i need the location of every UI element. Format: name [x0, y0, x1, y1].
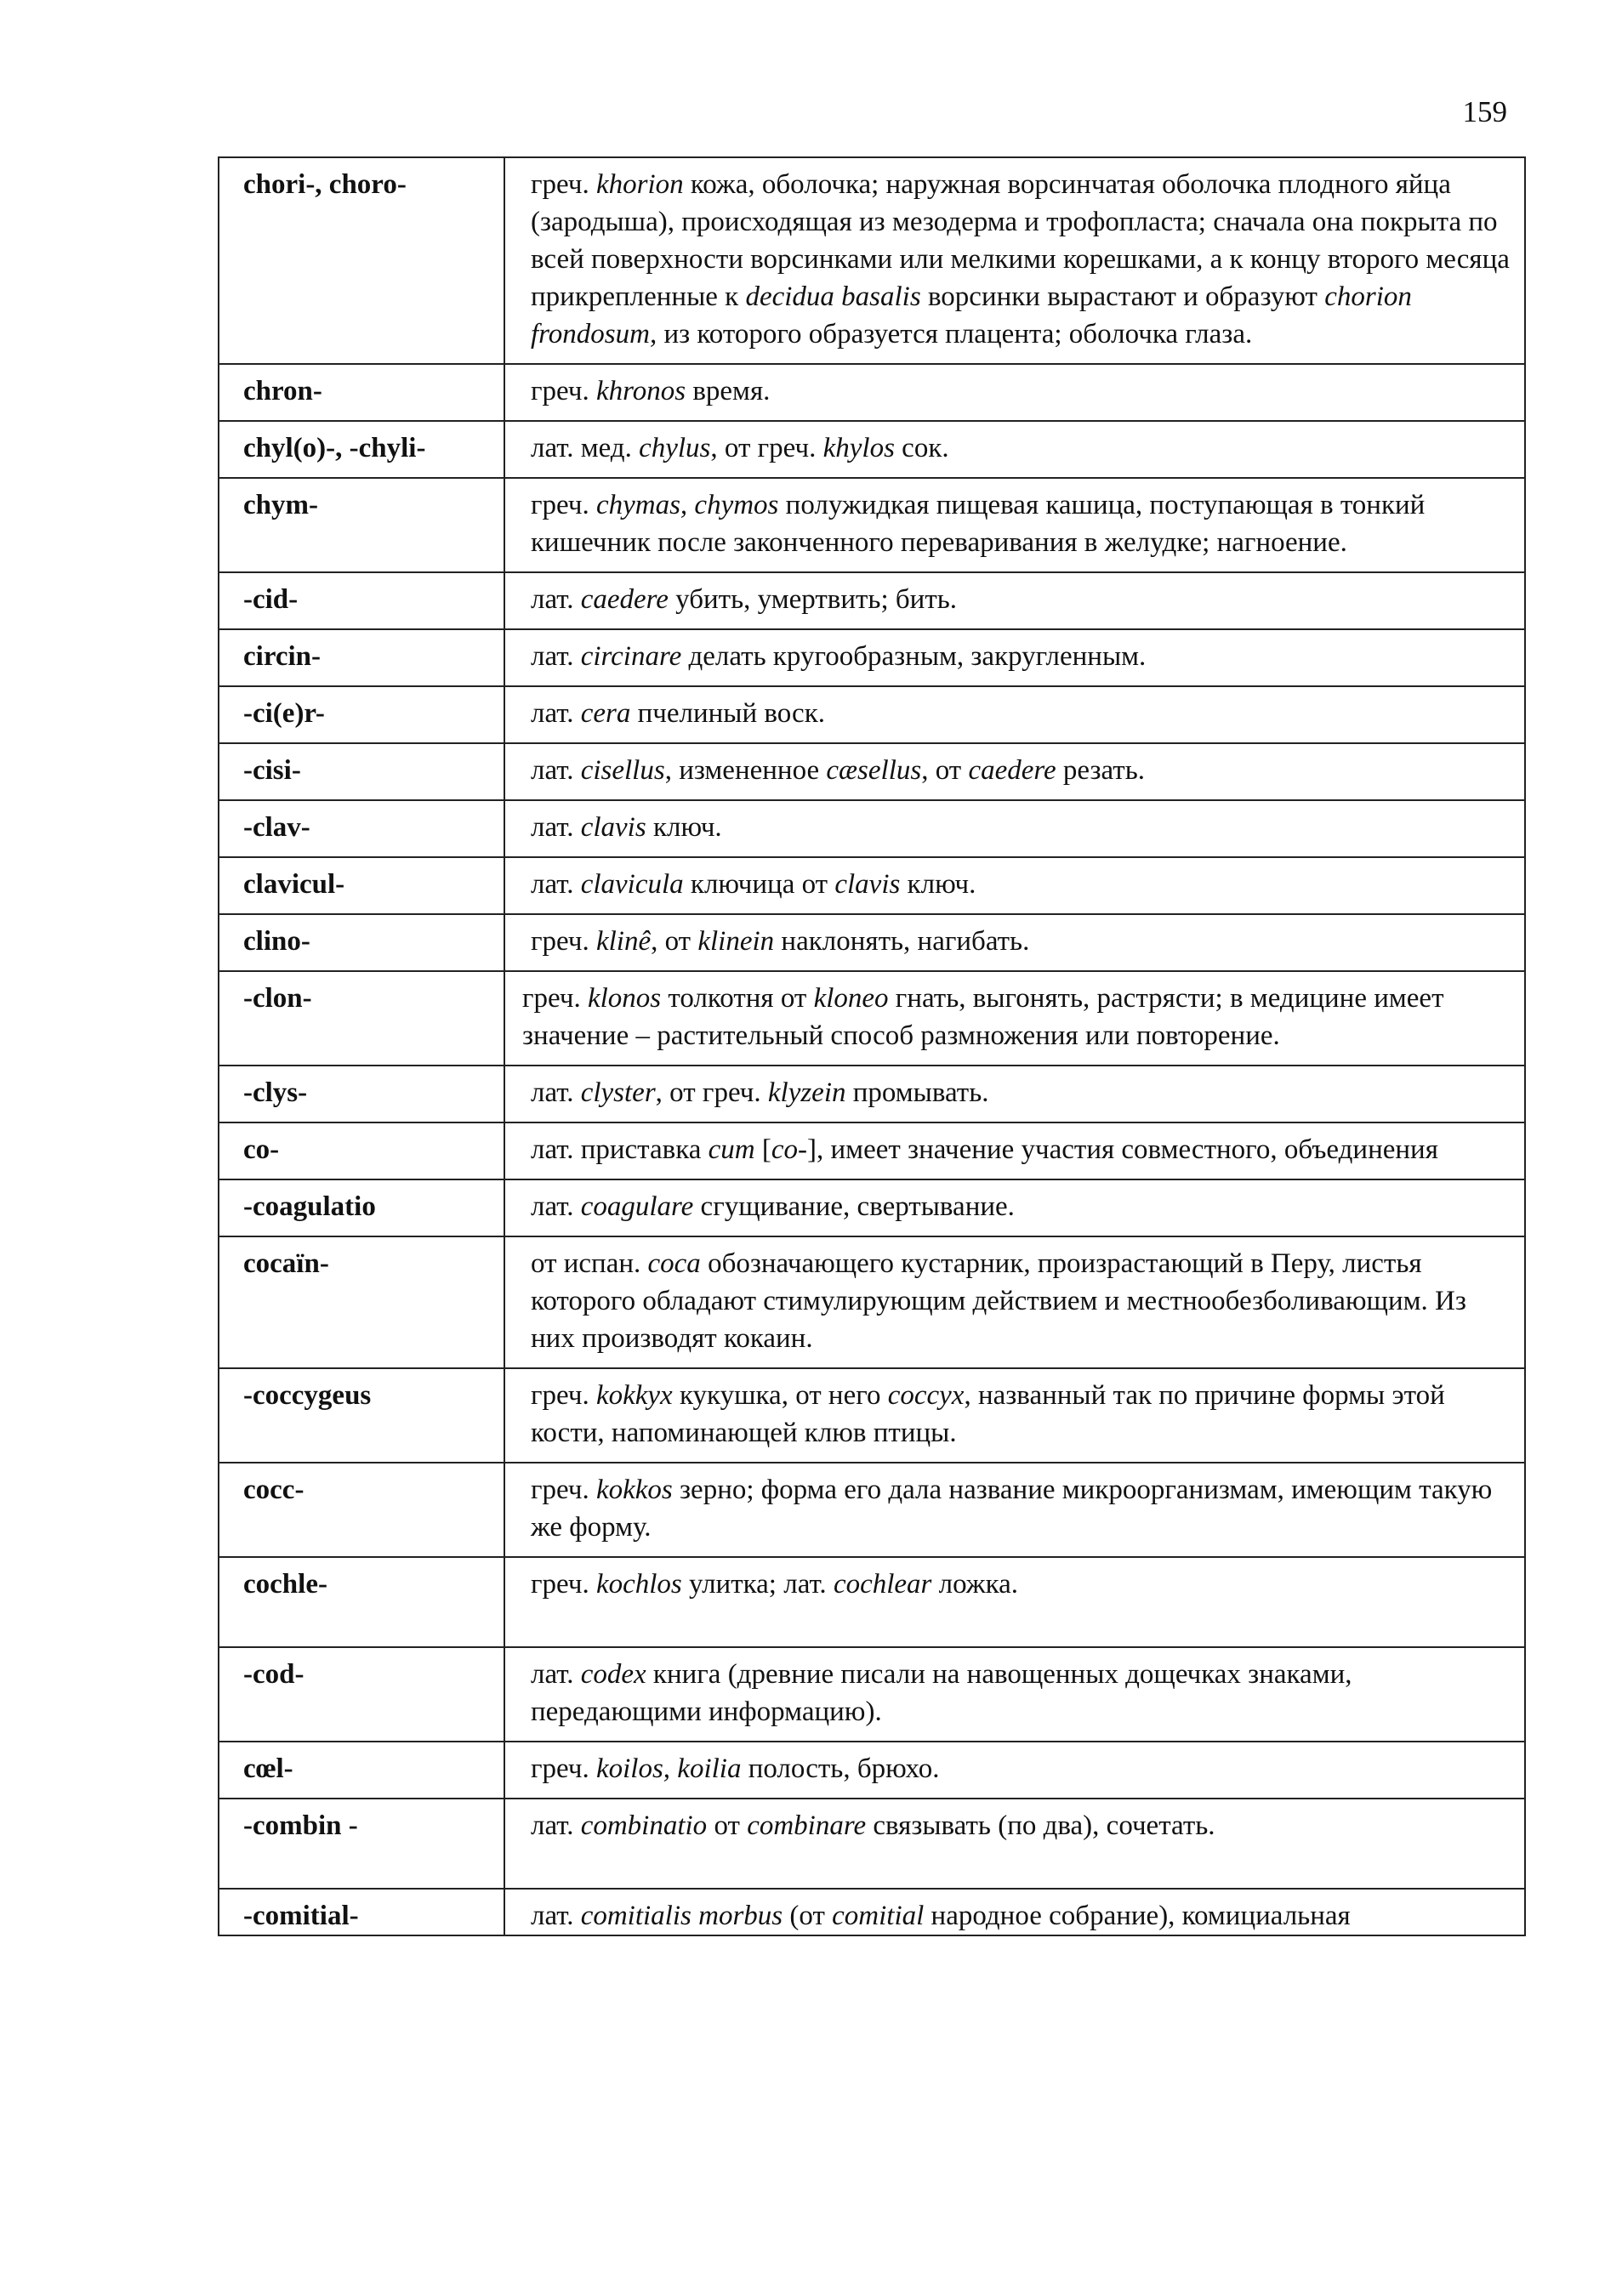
- entry-definition: [504, 157, 1525, 364]
- definition-text: время.: [686, 376, 771, 406]
- dictionary-row: [219, 1179, 1525, 1236]
- definition-text: сок.: [894, 433, 949, 463]
- entry-definition: [504, 421, 1525, 478]
- definition-text: ключ.: [900, 869, 976, 900]
- entry-definition: [504, 743, 1525, 800]
- definition-text: книга (древние писали на навощенных дощечках знаками, передающими информацию).: [531, 1659, 1352, 1727]
- entry-definition: [504, 1236, 1525, 1368]
- entry-definition: [504, 364, 1525, 421]
- definition-text: лат.: [531, 812, 581, 843]
- definition-italic-term: clavis: [834, 869, 901, 900]
- definition-italic-term: kokkyx: [595, 1380, 673, 1411]
- definition-text: кукушка, от него: [672, 1380, 888, 1411]
- definition-italic-term: comitial: [832, 1901, 925, 1931]
- definition-text: греч.: [531, 1753, 596, 1784]
- entry-definition: [504, 1647, 1525, 1742]
- definition-text: сгущивание, свертывание.: [693, 1191, 1015, 1222]
- definition-text: , названный так по причине формы этой кости, напоминающей клюв птицы.: [531, 1380, 1445, 1448]
- dictionary-table-body: [219, 157, 1525, 1935]
- definition-italic-term: chylus: [639, 433, 711, 463]
- entry-definition: [504, 629, 1525, 686]
- dictionary-row: [219, 914, 1525, 971]
- definition-italic-term: cochlear: [833, 1569, 932, 1600]
- entry-definition: [504, 1889, 1525, 1935]
- entry-term: cocaïn-: [219, 1236, 504, 1368]
- definition-text: лат.: [531, 1077, 581, 1108]
- definition-text: греч.: [531, 376, 596, 406]
- entry-term: -coagulatio: [219, 1179, 504, 1236]
- definition-text: , измененное: [664, 755, 827, 786]
- definition-text: лат.: [531, 698, 581, 729]
- definition-italic-term: kochlos: [595, 1569, 682, 1600]
- entry-definition: [504, 478, 1525, 572]
- dictionary-row: [219, 1889, 1525, 1935]
- definition-text: делать кругообразным, закругленным.: [681, 641, 1147, 672]
- definition-italic-term: caedere: [580, 584, 669, 615]
- definition-text: лат.: [531, 755, 581, 786]
- dictionary-table: [218, 156, 1526, 1936]
- entry-term: cœl-: [219, 1742, 504, 1799]
- entry-term: clavicul-: [219, 857, 504, 914]
- entry-term: -cod-: [219, 1647, 504, 1742]
- entry-term: -coccygeus: [219, 1368, 504, 1463]
- definition-italic-term: coagulare: [580, 1191, 694, 1222]
- definition-text: ворсинки вырастают и образуют: [920, 281, 1325, 312]
- entry-term: -clav-: [219, 800, 504, 857]
- definition-italic-term: cisellus: [580, 755, 665, 786]
- definition-italic-term: koilos, koilia: [595, 1753, 742, 1784]
- dictionary-row: [219, 478, 1525, 572]
- dictionary-row: [219, 1368, 1525, 1463]
- definition-text: лат.: [531, 1810, 581, 1841]
- definition-text: лат.: [531, 641, 581, 672]
- entry-definition: [504, 971, 1525, 1066]
- definition-italic-term: co-: [771, 1134, 808, 1165]
- definition-italic-term: cum: [708, 1134, 755, 1165]
- definition-italic-term: klinein: [697, 926, 775, 957]
- definition-italic-term: coccyx: [887, 1380, 965, 1411]
- definition-italic-term: coca: [647, 1248, 701, 1279]
- dictionary-row: [219, 572, 1525, 629]
- dictionary-row: [219, 1647, 1525, 1742]
- definition-text: гнать, выгонять, растрясти; в медицине имеет значение – растительный способ размножения или повторение.: [522, 983, 1444, 1051]
- entry-definition: [504, 800, 1525, 857]
- definition-text: от: [707, 1810, 748, 1841]
- dictionary-row: [219, 421, 1525, 478]
- definition-italic-term: circinare: [580, 641, 682, 672]
- entry-definition: [504, 1463, 1525, 1557]
- dictionary-row: [219, 364, 1525, 421]
- entry-term: chym-: [219, 478, 504, 572]
- entry-term: chron-: [219, 364, 504, 421]
- definition-text: из которого образуется плацента; оболочка глаза.: [657, 319, 1253, 350]
- definition-text: лат.: [531, 1659, 581, 1690]
- entry-definition: [504, 914, 1525, 971]
- definition-text: резать.: [1056, 755, 1146, 786]
- definition-text: , от: [921, 755, 969, 786]
- entry-term: -combin -: [219, 1799, 504, 1889]
- entry-term: chyl(o)-, -chyli-: [219, 421, 504, 478]
- definition-text: лат.: [531, 1191, 581, 1222]
- definition-italic-term: chorion frondosum,: [531, 281, 1412, 350]
- dictionary-row: [219, 1799, 1525, 1889]
- definition-text: кожа, оболочка; наружная ворсинчатая оболочка плодного яйца (зародыша), происходящая из мезодерма и трофопласта; сначала она покрыта по всей поверхности ворсинками или мелкими корешками, а к концу второго месяца прикрепленные к: [531, 169, 1510, 312]
- definition-italic-term: caedere: [968, 755, 1056, 786]
- definition-text: лат.: [531, 869, 581, 900]
- definition-italic-term: khorion: [595, 169, 684, 200]
- definition-text: наклонять, нагибать.: [774, 926, 1030, 957]
- definition-italic-term: codex: [580, 1659, 646, 1690]
- entry-term: cocc-: [219, 1463, 504, 1557]
- definition-italic-term: kokkos: [595, 1475, 673, 1505]
- definition-italic-term: clavis: [580, 812, 646, 843]
- definition-text: ключица от: [683, 869, 835, 900]
- definition-text: лат.: [531, 584, 581, 615]
- entry-definition: [504, 857, 1525, 914]
- definition-text: народное собрание), комициальная: [924, 1901, 1351, 1931]
- definition-italic-term: kloneo: [813, 983, 889, 1014]
- dictionary-row: [219, 1557, 1525, 1647]
- definition-italic-term: cæsellus: [826, 755, 922, 786]
- entry-definition: [504, 572, 1525, 629]
- definition-italic-term: comitialis morbus: [580, 1901, 783, 1931]
- entry-term: -cid-: [219, 572, 504, 629]
- definition-text: греч.: [531, 1380, 596, 1411]
- definition-italic-term: khronos: [595, 376, 686, 406]
- definition-text: , от греч.: [655, 1077, 768, 1108]
- dictionary-row: [219, 743, 1525, 800]
- definition-text: греч.: [531, 169, 596, 200]
- dictionary-row: [219, 1742, 1525, 1799]
- definition-text: лат. мед.: [531, 433, 640, 463]
- definition-text: зерно; форма его дала название микроорганизмам, имеющим такую же форму.: [531, 1475, 1493, 1543]
- definition-italic-term: chymas, chymos: [595, 490, 779, 520]
- dictionary-row: [219, 1066, 1525, 1122]
- dictionary-row: [219, 1122, 1525, 1179]
- definition-text: [: [754, 1134, 771, 1165]
- dictionary-row: [219, 1236, 1525, 1368]
- definition-text: греч.: [531, 926, 596, 957]
- definition-text: связывать (по два), сочетать.: [866, 1810, 1215, 1841]
- definition-text: убить, умертвить; бить.: [668, 584, 958, 615]
- definition-text: пчелиный воск.: [630, 698, 825, 729]
- entry-term: -ci(e)r-: [219, 686, 504, 743]
- dictionary-row: [219, 800, 1525, 857]
- entry-term: chori-, choro-: [219, 157, 504, 364]
- definition-text: промывать.: [845, 1077, 989, 1108]
- definition-text: (от: [783, 1901, 833, 1931]
- definition-italic-term: klyzein: [767, 1077, 846, 1108]
- dictionary-row: [219, 857, 1525, 914]
- entry-definition: [504, 1799, 1525, 1889]
- definition-italic-term: combinare: [747, 1810, 867, 1841]
- definition-text: ложка.: [931, 1569, 1019, 1600]
- definition-text: обозначающего кустарник, произрастающий в Перу, листья которого обладают стимулирующим действием и местнообезболивающим. Из них производят кокаин.: [531, 1248, 1466, 1354]
- definition-italic-term: combinatio: [580, 1810, 708, 1841]
- entry-definition: [504, 1368, 1525, 1463]
- entry-term: cochle-: [219, 1557, 504, 1647]
- definition-text: лат. приставка: [531, 1134, 709, 1165]
- definition-text: , от: [651, 926, 698, 957]
- definition-italic-term: klinê: [595, 926, 652, 957]
- definition-text: от испан.: [531, 1248, 648, 1279]
- dictionary-row: [219, 686, 1525, 743]
- entry-term: clino-: [219, 914, 504, 971]
- definition-text: полость, брюхо.: [741, 1753, 940, 1784]
- definition-text: ], имеет значение участия совместного, объединения: [807, 1134, 1438, 1165]
- definition-italic-term: klonos: [587, 983, 662, 1014]
- entry-term: -comitial-: [219, 1889, 504, 1935]
- definition-italic-term: clyster: [580, 1077, 656, 1108]
- definition-text: лат.: [531, 1901, 581, 1931]
- definition-text: , от греч.: [710, 433, 823, 463]
- definition-text: греч.: [531, 1569, 596, 1600]
- dictionary-row: [219, 971, 1525, 1066]
- entry-definition: [504, 686, 1525, 743]
- dictionary-row: [219, 1463, 1525, 1557]
- entry-definition: [504, 1742, 1525, 1799]
- entry-definition: [504, 1066, 1525, 1122]
- definition-text: улитка; лат.: [681, 1569, 834, 1600]
- page-number: 159: [1462, 95, 1507, 128]
- entry-term: circin-: [219, 629, 504, 686]
- entry-definition: [504, 1179, 1525, 1236]
- dictionary-row: [219, 629, 1525, 686]
- entry-term: co-: [219, 1122, 504, 1179]
- definition-text: греч.: [531, 1475, 596, 1505]
- entry-term: -clys-: [219, 1066, 504, 1122]
- definition-italic-term: decidua basalis: [745, 281, 921, 312]
- definition-italic-term: clavicula: [580, 869, 684, 900]
- definition-text: ключ.: [646, 812, 722, 843]
- definition-text: полужидкая пищевая кашица, поступающая в тонкий кишечник после законченного переваривания в желудке; нагноение.: [531, 490, 1426, 558]
- entry-definition: [504, 1557, 1525, 1647]
- entry-term: -cisi-: [219, 743, 504, 800]
- entry-term: -clon-: [219, 971, 504, 1066]
- definition-italic-term: cera: [580, 698, 631, 729]
- definition-text: греч.: [531, 490, 596, 520]
- entry-definition: [504, 1122, 1525, 1179]
- definition-text: греч.: [522, 983, 588, 1014]
- definition-italic-term: khylos: [822, 433, 895, 463]
- dictionary-row: [219, 157, 1525, 364]
- definition-text: толкотня от: [661, 983, 814, 1014]
